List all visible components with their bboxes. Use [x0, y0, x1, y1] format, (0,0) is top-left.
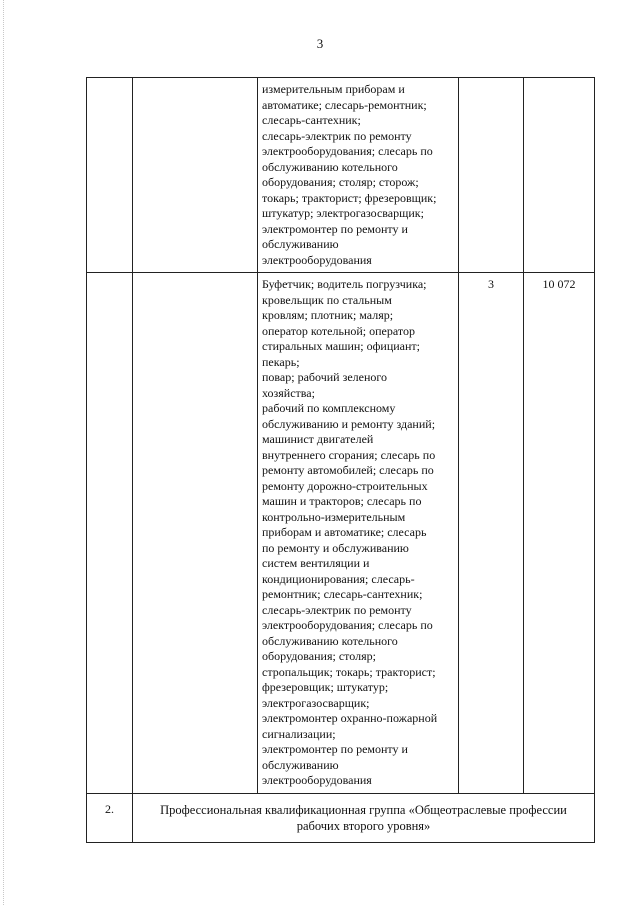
number-cell [87, 78, 133, 273]
salary-cell: 10 072 [524, 273, 595, 794]
occupations-cell [258, 273, 459, 794]
occupations-text: Буфетчик; водитель погрузчика; кровельщик по стальным кровлям; плотник; маляр; оператор котельной; оператор стиральных машин; официант; пекарь; повар; рабочий зеленого хозяйства; рабочий по комплексному обслуживанию и ремонту зданий; машинист двигателей внутреннего сгорания; слесарь по ремонту автомобилей; слесарь по ремонту дорожно-строительных машин и тракторов; слесарь по контрольно-измерительным приборам и автоматике; слесарь по ремонту и обслуживанию систем вентиляции и кондиционирования; слесарь- ремонтник; слесарь-сантехник; слесарь-электрик по ремонту электрооборудования; слесарь по обслуживанию котельного оборудования; столяр; стропальщик; токарь; тракторист; фрезеровщик; штукатур; электрогазосварщик; электромонтер охранно-пожарной сигнализации; электромонтер по ремонту и обслуживанию электрооборудования [262, 277, 438, 787]
salary-cell [524, 78, 595, 273]
salary-table [86, 77, 595, 843]
group-title: Профессиональная квалификационная группа «Общеотраслевые профессии рабочих второго уровня» [133, 793, 595, 842]
qualification-level-cell: 3 [459, 273, 524, 794]
scan-edge [3, 0, 5, 905]
group-cell [133, 78, 258, 273]
number-cell [87, 273, 133, 794]
occupations-cell [258, 78, 459, 273]
group-header-row [87, 793, 595, 842]
page-number: 3 [316, 36, 324, 51]
group-cell [133, 273, 258, 794]
table-row [87, 78, 595, 273]
group-number: 2. [87, 793, 133, 842]
qualification-level-cell [459, 78, 524, 273]
occupations-text: измерительным приборам и автоматике; слесарь-ремонтник; слесарь-сантехник; слесарь-электрик по ремонту электрооборудования; слесарь по обслуживанию котельного оборудования; столяр; сторож; токарь; тракторист; фрезеровщик; штукатур; электрогазосварщик; электромонтер по ремонту и обслуживанию электрооборудования [262, 82, 437, 267]
table-row [87, 273, 595, 794]
